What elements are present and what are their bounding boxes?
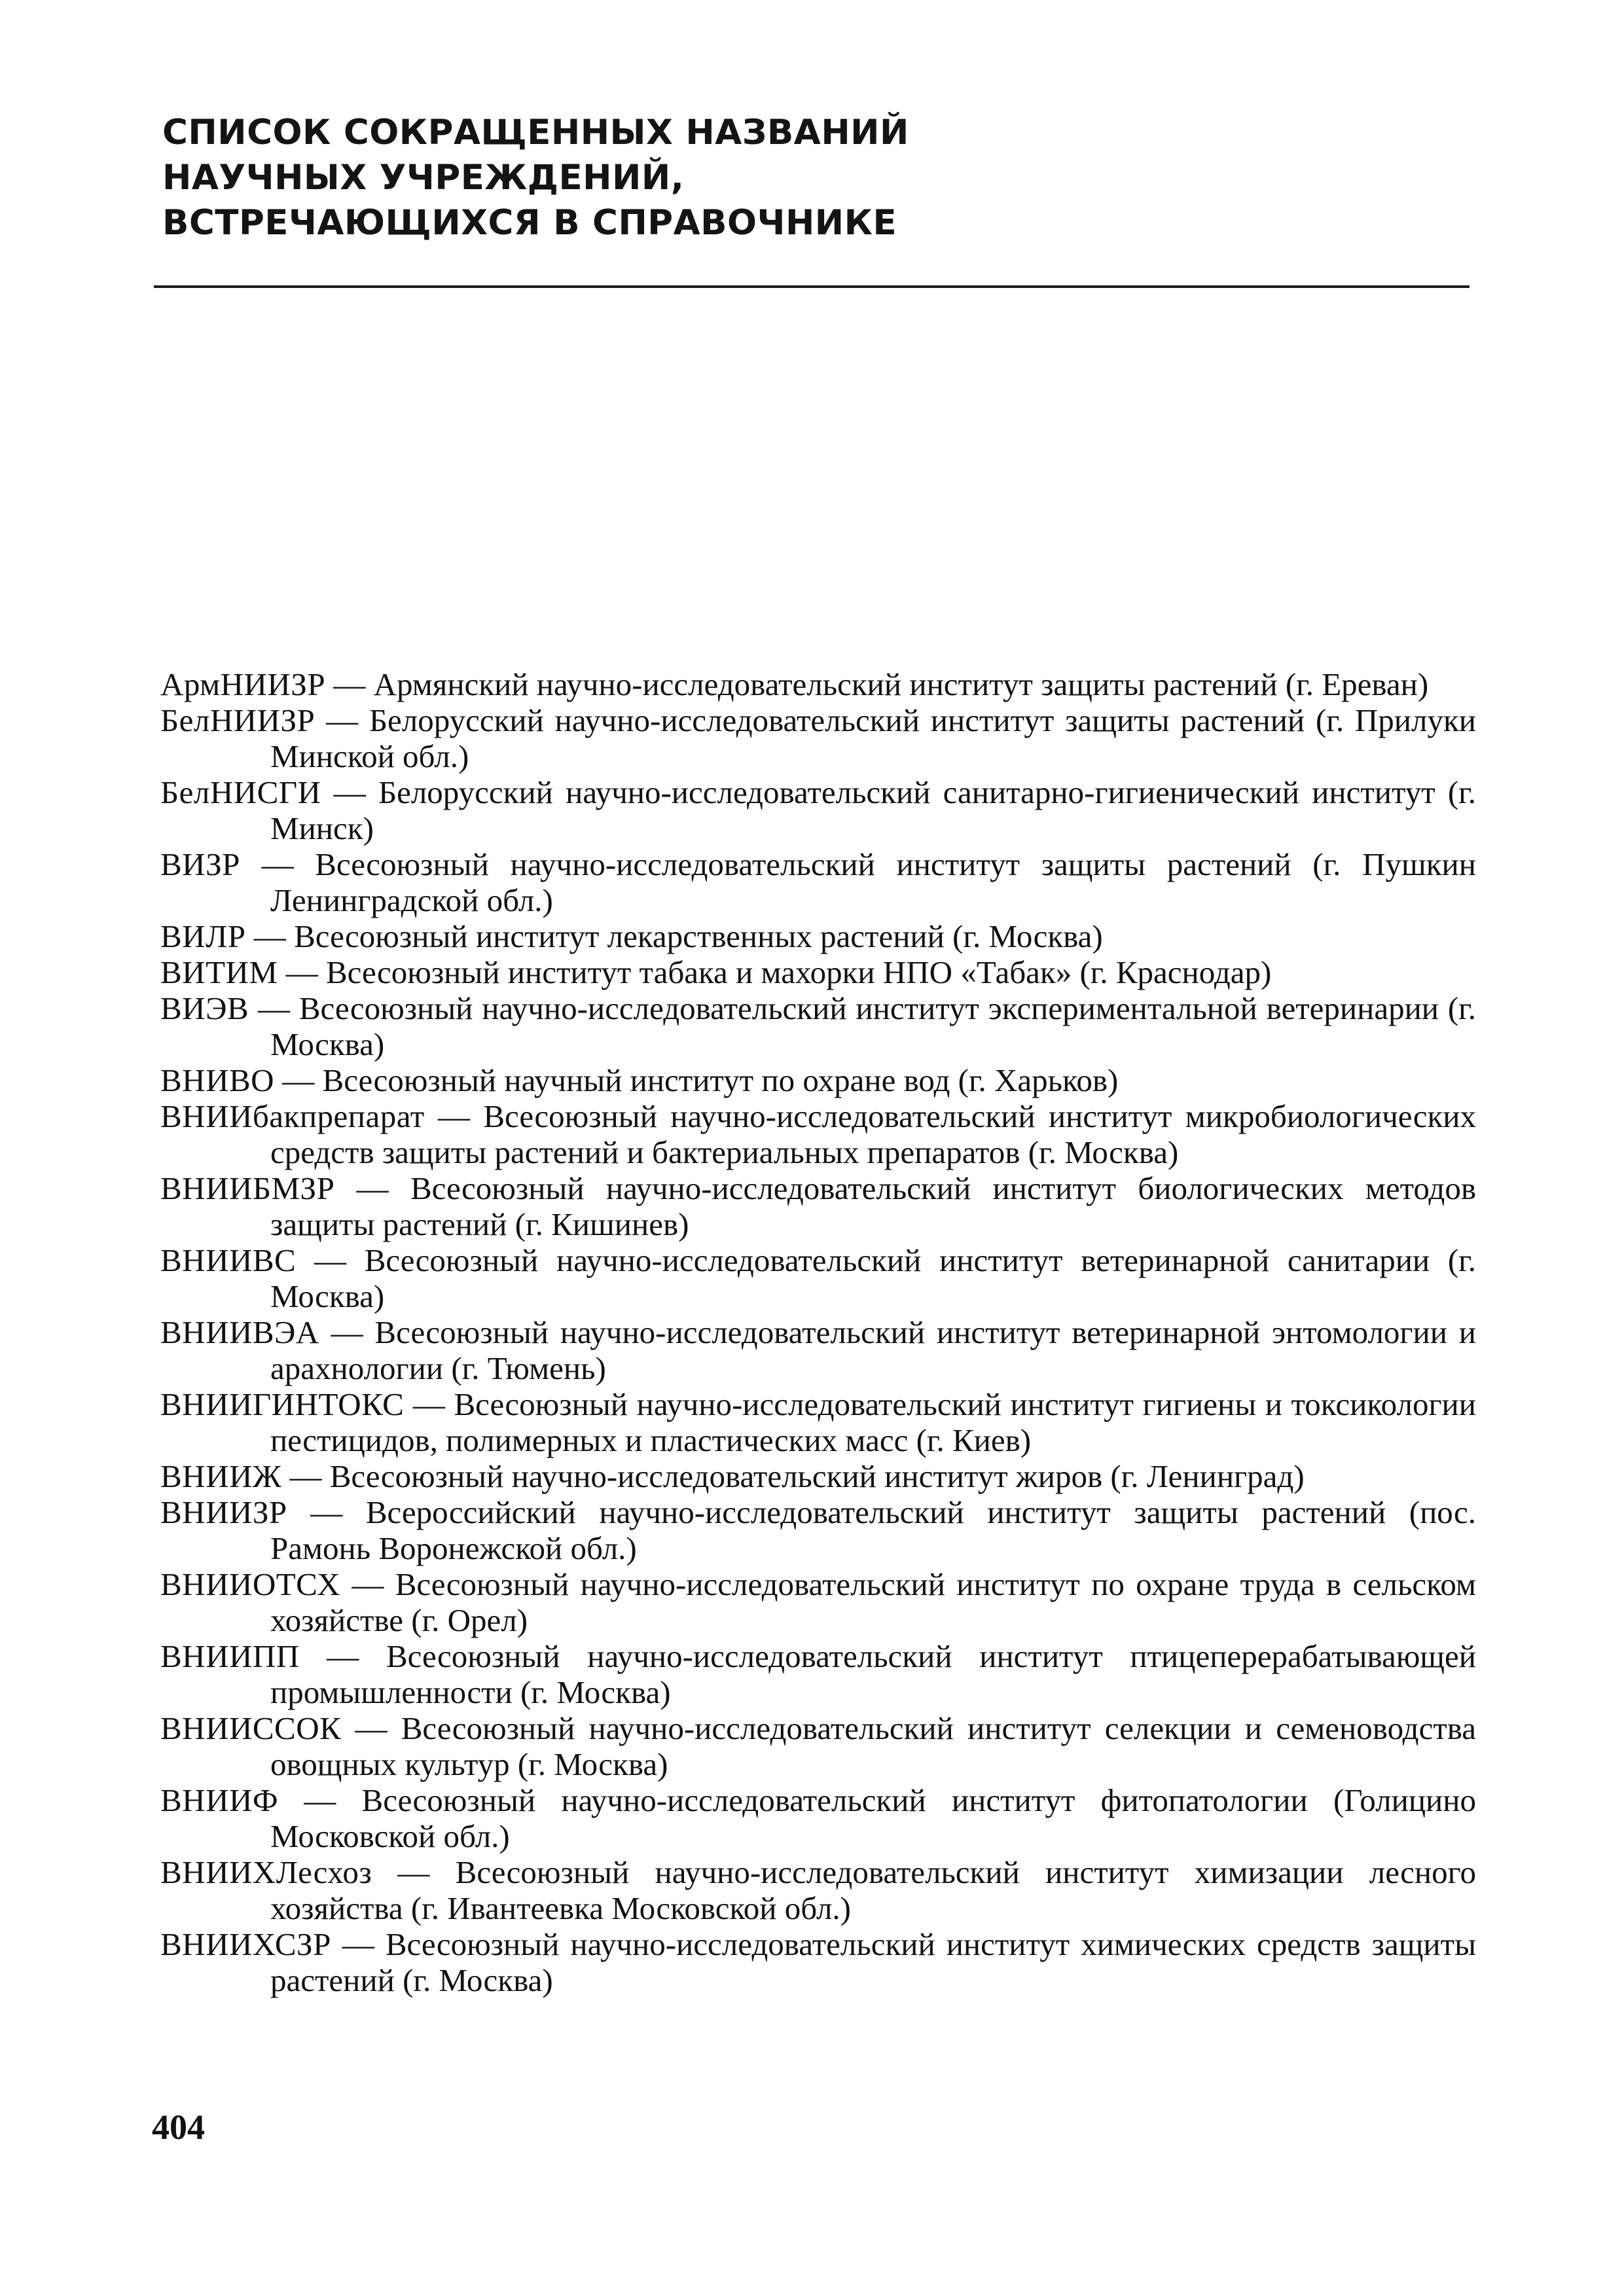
title-line-1: СПИСОК СОКРАЩЕННЫХ НАЗВАНИЙ [162, 113, 909, 152]
list-item: ВНИИГИНТОКС — Всесоюзный научно-исследовательский институт гигиены и токсикологии пестицидов, полимерных и пластических масс (г. Киев) [160, 1386, 1477, 1458]
entry-abbreviation: ВНИИХЛесхоз [160, 1854, 372, 1890]
entry-abbreviation: ВНИИХСЗР [160, 1926, 331, 1962]
entry-abbreviation: БелНИСГИ [160, 774, 321, 810]
entry-description: Белорусский научно-исследовательский санитарно-гигиенический институт (г. Минск) [270, 774, 1476, 846]
entry-description: Армянский научно-исследовательский институт защиты растений (г. Ереван) [373, 666, 1429, 702]
entry-description: Всесоюзный научно-исследовательский институт микробиологических средств защиты растений и бактериальных препаратов (г. Москва) [270, 1098, 1476, 1170]
list-item: ВНИИХЛесхоз — Всесоюзный научно-исследовательский институт химизации лесного хозяйства (г. Ивантеевка Московской обл.) [160, 1854, 1477, 1926]
list-item: ВНИИФ — Всесоюзный научно-исследовательский институт фитопатологии (Голицино Московской обл.) [160, 1782, 1476, 1854]
list-item: ВНИИВЭА — Всесоюзный научно-исследовательский институт ветеринарной энтомологии и арахнологии (г. Тюмень) [160, 1314, 1476, 1386]
list-item: ВИЭВ — Всесоюзный научно-исследовательский институт экспериментальной ветеринарии (г. Москва) [160, 990, 1477, 1062]
list-item: ВНИИЖ — Всесоюзный научно-исследовательский институт жиров (г. Ленинград) [160, 1458, 1305, 1494]
entry-abbreviation: ВНИИбакпрепарат [160, 1098, 425, 1134]
page-title [162, 110, 1465, 245]
entry-description: Всесоюзный научно-исследовательский институт селекции и семеноводства овощных культур (г. Москва) [270, 1710, 1476, 1782]
title-line-2: НАУЧНЫХ УЧРЕЖДЕНИЙ, [162, 158, 685, 198]
entry-description: Всесоюзный научно-исследовательский институт химизации лесного хозяйства (г. Ивантеевка Московской обл.) [270, 1854, 1477, 1926]
entry-abbreviation: ВНИИВС [160, 1242, 297, 1278]
entry-description: Всероссийский научно-исследовательский институт защиты растений (пос. Рамонь Воронежской обл.) [270, 1494, 1477, 1566]
list-item: БелНИСГИ — Белорусский научно-исследовательский санитарно-гигиенический институт (г. Минск) [160, 774, 1476, 846]
entry-description: Белорусский научно-исследовательский институт защиты растений (г. Прилуки Минской обл.) [270, 702, 1476, 774]
entry-description: Всесоюзный научно-исследовательский институт по охране труда в сельском хозяйстве (г. Орел) [270, 1566, 1476, 1638]
entry-description: Всесоюзный научно-исследовательский институт гигиены и токсикологии пестицидов, полимерных и пластических масс (г. Киев) [270, 1386, 1477, 1458]
entry-abbreviation: АрмНИИЗР [160, 666, 326, 702]
entry-abbreviation: ВИЗР [160, 846, 240, 882]
list-item: ВИТИМ — Всесоюзный институт табака и махорки НПО «Табак» (г. Краснодар) [160, 954, 1272, 990]
entry-abbreviation: БелНИИЗР [160, 702, 316, 738]
list-item: ВНИИОТСХ — Всесоюзный научно-исследовательский институт по охране труда в сельском хозяйстве (г. Орел) [160, 1566, 1476, 1638]
list-item: ВНИИССОК — Всесоюзный научно-исследовательский институт селекции и семеноводства овощных культур (г. Москва) [160, 1710, 1476, 1782]
entry-description: Всесоюзный научно-исследовательский институт фитопатологии (Голицино Московской обл.) [270, 1782, 1476, 1854]
entry-description: Всесоюзный научно-исследовательский институт ветеринарной санитарии (г. Москва) [270, 1242, 1476, 1314]
entry-description: Всесоюзный научно-исследовательский институт химических средств защиты растений (г. Москва) [270, 1926, 1476, 1998]
page-number: 404 [152, 2108, 205, 2147]
list-item: ВНИИВС — Всесоюзный научно-исследовательский институт ветеринарной санитарии (г. Москва) [160, 1242, 1476, 1314]
entry-abbreviation: ВНИИЗР [160, 1494, 287, 1530]
list-item: ВНИИбакпрепарат — Всесоюзный научно-исследовательский институт микробиологических средств защиты растений и бактериальных препаратов (г. Москва) [160, 1098, 1476, 1170]
list-item: ВНИИХСЗР — Всесоюзный научно-исследовательский институт химических средств защиты растений (г. Москва) [160, 1926, 1476, 1998]
list-item: ВНИИПП — Всесоюзный научно-исследовательский институт птицеперерабатывающей промышленности (г. Москва) [160, 1638, 1477, 1710]
entry-abbreviation: ВНИВО [160, 1062, 275, 1098]
list-item: АрмНИИЗР — Армянский научно-исследовательский институт защиты растений (г. Ереван) [160, 666, 1429, 702]
list-item: БелНИИЗР — Белорусский научно-исследовательский институт защиты растений (г. Прилуки Минской обл.) [160, 702, 1476, 774]
entry-description: Всесоюзный научно-исследовательский институт защиты растений (г. Пушкин Ленинградской обл.) [270, 846, 1476, 918]
abbreviation-list [160, 666, 1476, 1998]
list-item: ВНИВО — Всесоюзный научный институт по охране вод (г. Харьков) [160, 1062, 1119, 1098]
entry-description: Всесоюзный научно-исследовательский институт экспериментальной ветеринарии (г. Москва) [270, 990, 1477, 1062]
entry-abbreviation: ВНИИЖ [160, 1458, 282, 1494]
entry-description: Всесоюзный институт лекарственных растений (г. Москва) [294, 918, 1103, 954]
list-item: ВНИИБМЗР — Всесоюзный научно-исследовательский институт биологических методов защиты растений (г. Кишинев) [160, 1170, 1476, 1242]
list-item: ВНИИЗР — Всероссийский научно-исследовательский институт защиты растений (пос. Рамонь Воронежской обл.) [160, 1494, 1477, 1566]
title-line-3: ВСТРЕЧАЮЩИХСЯ В СПРАВОЧНИКЕ [162, 203, 897, 243]
entry-abbreviation: ВИЛР [160, 918, 246, 954]
list-item: ВИЛР — Всесоюзный институт лекарственных растений (г. Москва) [160, 918, 1103, 954]
entry-abbreviation: ВНИИГИНТОКС [160, 1386, 405, 1422]
entry-abbreviation: ВНИИОТСХ [160, 1566, 340, 1602]
entry-description: Всесоюзный научно-исследовательский институт птицеперерабатывающей промышленности (г. Москва) [270, 1638, 1477, 1710]
entry-abbreviation: ВНИИПП [160, 1638, 300, 1674]
entry-description: Всесоюзный научный институт по охране вод (г. Харьков) [322, 1062, 1119, 1098]
entry-abbreviation: ВНИИФ [160, 1782, 279, 1818]
title-divider [154, 285, 1470, 288]
entry-abbreviation: ВИЭВ [160, 990, 249, 1026]
entry-description: Всесоюзный научно-исследовательский институт жиров (г. Ленинград) [329, 1458, 1305, 1494]
list-item: ВИЗР — Всесоюзный научно-исследовательский институт защиты растений (г. Пушкин Ленинградской обл.) [160, 846, 1476, 918]
entry-abbreviation: ВИТИМ [160, 954, 278, 990]
entry-description: Всесоюзный научно-исследовательский институт ветеринарной энтомологии и арахнологии (г. Тюмень) [270, 1314, 1476, 1386]
entry-description: Всесоюзный институт табака и махорки НПО «Табак» (г. Краснодар) [325, 954, 1272, 990]
entry-abbreviation: ВНИИССОК [160, 1710, 342, 1746]
entry-description: Всесоюзный научно-исследовательский институт биологических методов защиты растений (г. Кишинев) [270, 1170, 1476, 1242]
entry-abbreviation: ВНИИВЭА [160, 1314, 319, 1350]
entry-abbreviation: ВНИИБМЗР [160, 1170, 335, 1206]
